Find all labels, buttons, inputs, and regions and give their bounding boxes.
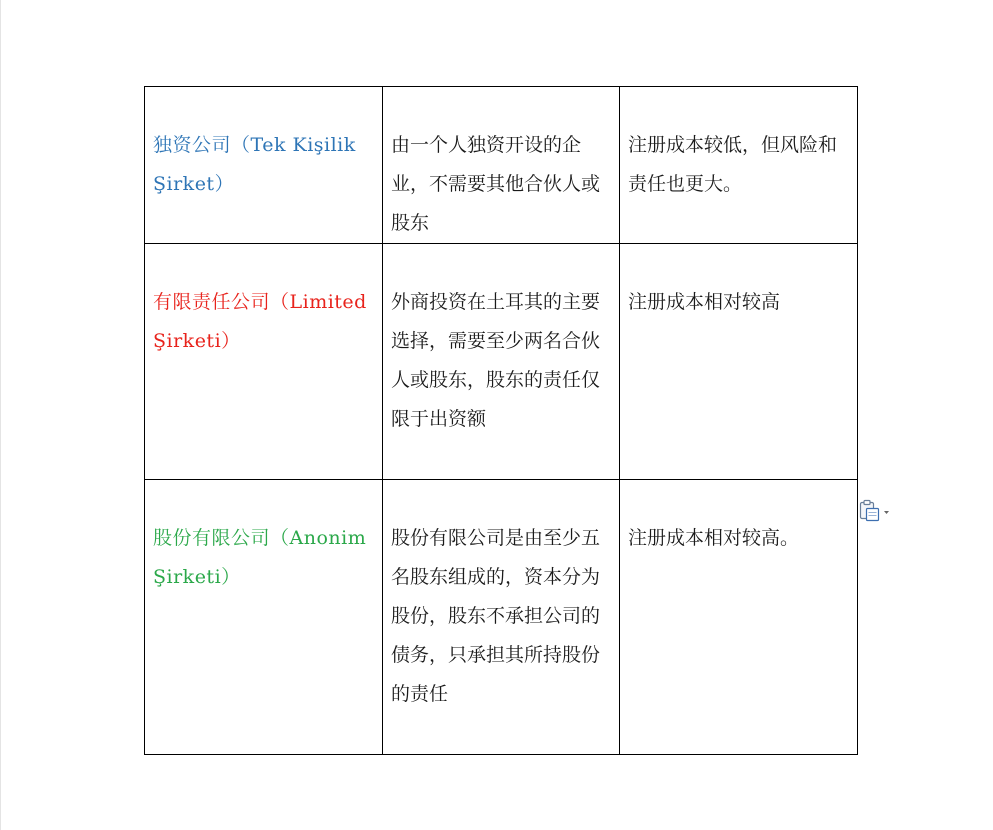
paste-options-button[interactable] (858, 499, 892, 523)
company-description: 股份有限公司是由至少五名股东组成的，资本分为股份，股东不承担公司的债务，只承担其所持股份的责任 (391, 527, 601, 705)
company-note: 注册成本相对较高 (628, 291, 781, 313)
company-type-name: 独资公司（Tek Kişilik Şirket） (153, 134, 356, 195)
company-type-cell[interactable] (145, 87, 383, 244)
description-cell[interactable] (383, 244, 620, 480)
table-row (145, 87, 858, 244)
note-cell[interactable] (620, 87, 858, 244)
company-type-name: 有限责任公司（Limited Şirketi） (153, 291, 367, 352)
table-row (145, 244, 858, 480)
description-cell[interactable] (383, 480, 620, 755)
description-cell[interactable] (383, 87, 620, 244)
note-cell[interactable] (620, 480, 858, 755)
company-note: 注册成本相对较高。 (628, 527, 800, 549)
table-row (145, 480, 858, 755)
company-type-name: 股份有限公司（Anonim Şirketi） (153, 527, 367, 588)
company-types-table (144, 86, 858, 755)
company-type-cell[interactable] (145, 480, 383, 755)
company-description: 由一个人独资开设的企业，不需要其他合伙人或股东 (391, 134, 601, 234)
company-type-cell[interactable] (145, 244, 383, 480)
company-note: 注册成本较低，但风险和责任也更大。 (628, 134, 838, 195)
clipboard-paste-options-icon (858, 499, 892, 523)
page-left-edge (0, 0, 1, 830)
company-description: 外商投资在土耳其的主要选择，需要至少两名合伙人或股东，股东的责任仅限于出资额 (391, 291, 601, 430)
note-cell[interactable] (620, 244, 858, 480)
